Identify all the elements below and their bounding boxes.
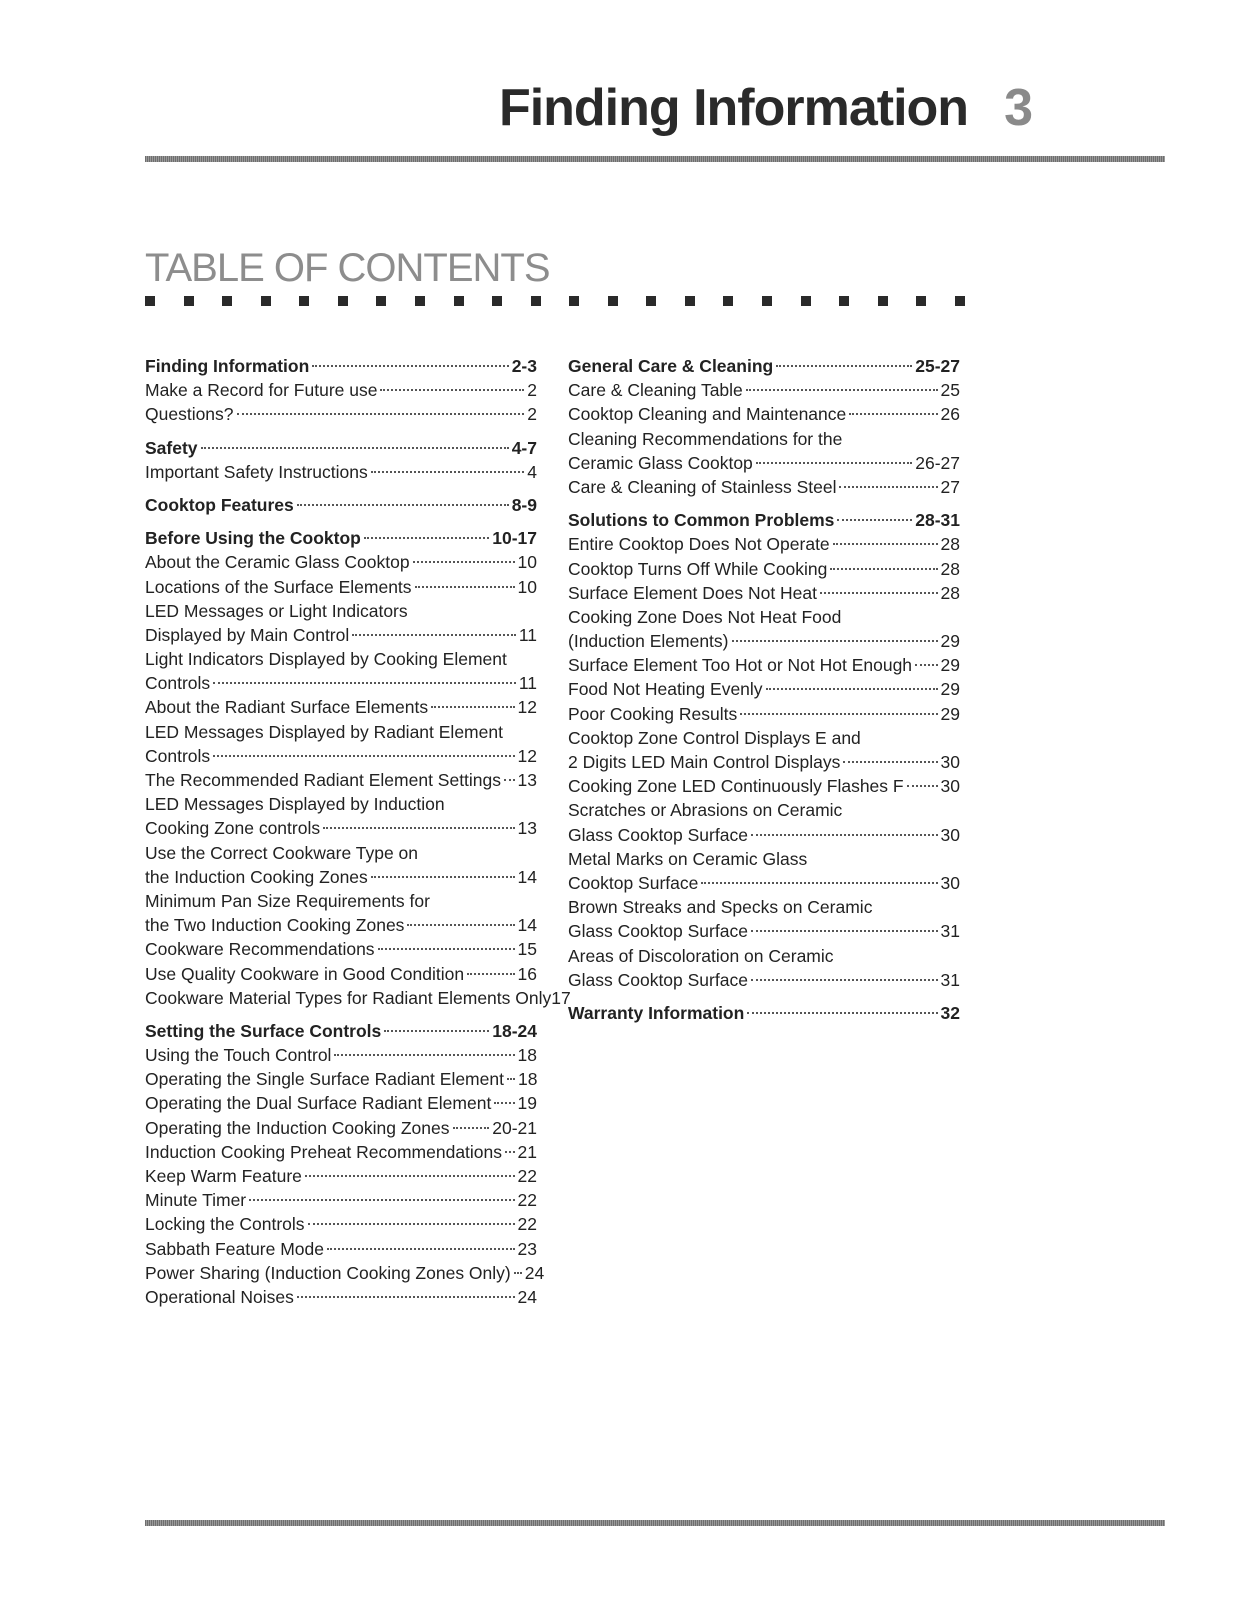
toc-entry-title: Make a Record for Future use <box>145 380 378 401</box>
toc-page-number: 8-9 <box>511 494 537 515</box>
page-number: 3 <box>1004 79 1032 137</box>
dot-leader <box>407 924 514 926</box>
dot-leader <box>467 973 514 975</box>
toc-entry[interactable] <box>145 378 537 402</box>
toc-entry-title: Light Indicators Displayed by Cooking Element <box>145 649 507 670</box>
dot-leader <box>297 1296 515 1298</box>
toc-entry-title: the Induction Cooking Zones <box>145 866 368 887</box>
square-bullet-icon <box>569 296 579 306</box>
toc-entry-title: Surface Element Does Not Heat <box>568 582 818 603</box>
dot-leader <box>352 634 516 636</box>
toc-entry[interactable] <box>568 726 960 750</box>
toc-entry-title: Safety <box>145 437 198 458</box>
toc-entry[interactable] <box>145 575 537 599</box>
square-bullet-icon <box>839 296 849 306</box>
toc-page-number: 29 <box>940 703 960 724</box>
toc-entry-title: Finding Information <box>145 356 310 376</box>
toc-page-number: 11 <box>518 624 537 645</box>
footer-rule <box>145 1520 1165 1526</box>
toc-entry-title: Cooktop Surface <box>568 872 699 893</box>
toc-entry[interactable] <box>568 871 960 895</box>
toc-page-number: 25-27 <box>915 356 960 376</box>
toc-entry-title: About the Radiant Surface Elements <box>145 697 429 718</box>
toc-entry-title: Cookware Recommendations <box>145 939 375 960</box>
toc-section-heading[interactable] <box>145 493 537 517</box>
dot-leader <box>701 882 937 884</box>
toc-entry[interactable] <box>568 677 960 701</box>
toc-entry-title: The Recommended Radiant Element Settings <box>145 770 502 790</box>
dot-leader <box>453 1127 490 1129</box>
toc-entry-title: Operating the Dual Surface Radiant Element <box>145 1093 492 1114</box>
dot-leader <box>201 447 509 449</box>
toc-entry[interactable] <box>568 402 960 426</box>
toc-entry[interactable] <box>145 913 537 937</box>
toc-entry[interactable] <box>145 647 537 671</box>
toc-entry-title: LED Messages Displayed by Induction <box>145 794 445 815</box>
toc-page-number: 19 <box>517 1093 537 1114</box>
toc-entry[interactable] <box>145 720 537 744</box>
toc-entry-title: Controls <box>145 745 211 766</box>
toc-entry[interactable] <box>568 378 960 402</box>
toc-entry-title: Metal Marks on Ceramic Glass <box>568 848 808 869</box>
dot-leader <box>907 785 938 787</box>
toc-entry-title: Important Safety Instructions <box>145 461 368 482</box>
toc-page-number: 14 <box>517 915 537 936</box>
toc-page-number: 10 <box>517 552 537 573</box>
toc-entry[interactable] <box>568 653 960 677</box>
header-rule <box>145 156 1165 162</box>
toc-section-heading[interactable] <box>568 354 960 378</box>
toc-page-number: 26-27 <box>915 452 960 473</box>
dot-leader <box>746 389 938 391</box>
square-bullet-icon <box>955 296 965 306</box>
toc-page-number: 30 <box>940 824 960 845</box>
dot-leader <box>297 504 509 506</box>
toc-entry-title: 2 Digits LED Main Control Displays <box>568 752 841 772</box>
toc-entry[interactable] <box>568 823 960 847</box>
toc-page-number: 28 <box>940 558 960 579</box>
page-header <box>0 78 1032 138</box>
dot-leader <box>380 389 524 391</box>
toc-entry[interactable] <box>145 865 537 889</box>
toc-entry-title: Use the Correct Cookware Type on <box>145 842 419 863</box>
dot-leader <box>494 1102 514 1104</box>
dot-leader <box>751 979 938 981</box>
toc-page-number: 24 <box>517 1286 537 1307</box>
toc-entry[interactable] <box>145 1285 537 1309</box>
toc-page-number: 4 <box>527 461 537 482</box>
toc-entry[interactable] <box>145 1261 545 1285</box>
toc-entry[interactable] <box>145 1188 537 1212</box>
toc-entry[interactable] <box>145 1043 537 1067</box>
toc-page-number: 31 <box>940 921 960 942</box>
square-bullet-icon <box>492 296 502 306</box>
toc-left-column <box>145 354 571 1309</box>
dot-leader <box>327 1248 515 1250</box>
toc-entry-title: Use Quality Cookware in Good Condition <box>145 963 465 984</box>
toc-title: TABLE OF CONTENTS <box>145 246 550 290</box>
dot-leader <box>237 413 525 415</box>
toc-page-number: 29 <box>940 631 960 652</box>
square-bullet-icon <box>261 296 271 306</box>
dot-leader <box>213 755 514 757</box>
toc-entry-title: Cooktop Features <box>145 494 294 515</box>
toc-entry[interactable] <box>568 605 960 629</box>
toc-entry[interactable] <box>145 841 537 865</box>
decorative-square-bullets <box>145 296 965 306</box>
dot-leader <box>334 1054 514 1056</box>
dot-leader <box>507 1078 515 1080</box>
toc-entry[interactable] <box>145 695 537 719</box>
square-bullet-icon <box>299 296 309 306</box>
toc-entry[interactable] <box>568 798 960 822</box>
dot-leader <box>415 586 515 588</box>
toc-entry-title: Locations of the Surface Elements <box>145 576 412 597</box>
toc-entry-title: Setting the Surface Controls <box>145 1020 382 1041</box>
dot-leader <box>776 365 912 367</box>
toc-entry-title: Cooking Zone controls <box>145 818 321 839</box>
toc-entry-title: Care & Cleaning of Stainless Steel <box>568 476 837 497</box>
toc-entry-title: Induction Cooking Preheat Recommendations <box>145 1141 503 1162</box>
toc-page-number: 2 <box>527 404 537 425</box>
square-bullet-icon <box>415 296 425 306</box>
toc-entry[interactable] <box>145 671 537 695</box>
dot-leader <box>504 779 515 781</box>
dot-leader <box>833 543 938 545</box>
toc-entry-title: Warranty Information <box>568 1002 745 1023</box>
square-bullet-icon <box>184 296 194 306</box>
toc-page-number: 16 <box>517 963 537 984</box>
toc-entry[interactable] <box>568 451 960 475</box>
dot-leader <box>756 462 912 464</box>
toc-entry[interactable] <box>568 557 960 581</box>
toc-page-number: 28 <box>940 582 960 603</box>
toc-page-number: 30 <box>940 776 960 797</box>
toc-entry[interactable] <box>145 1140 537 1164</box>
toc-page-number: 2-3 <box>511 356 537 376</box>
toc-entry[interactable] <box>145 792 537 816</box>
toc-entry-title: Ceramic Glass Cooktop <box>568 452 753 473</box>
toc-entry-title: Minute Timer <box>145 1190 247 1211</box>
toc-page-number: 31 <box>940 969 960 990</box>
toc-page-number: 18 <box>517 1069 538 1090</box>
toc-entry[interactable] <box>145 550 537 574</box>
square-bullet-icon <box>916 296 926 306</box>
toc-entry[interactable] <box>145 889 537 913</box>
toc-page-number: 20-21 <box>492 1117 537 1138</box>
dot-leader <box>751 930 938 932</box>
toc-entry[interactable] <box>568 427 960 451</box>
toc-entry-title: General Care & Cleaning <box>568 356 774 376</box>
toc-entry-title: LED Messages or Light Indicators <box>145 600 408 621</box>
toc-entry-title: Cooktop Cleaning and Maintenance <box>568 404 847 425</box>
toc-entry[interactable] <box>568 532 960 556</box>
dot-leader <box>839 486 937 488</box>
toc-page-number: 13 <box>517 818 537 839</box>
toc-entry-title: (Induction Elements) <box>568 631 729 652</box>
dot-leader <box>213 682 516 684</box>
toc-entry-title: Surface Element Too Hot or Not Hot Enough <box>568 655 913 676</box>
toc-entry[interactable] <box>145 1091 537 1115</box>
dot-leader <box>413 561 515 563</box>
toc-entry-title: Controls <box>145 673 211 694</box>
toc-entry[interactable] <box>568 581 960 605</box>
toc-entry-title: Cooking Zone Does Not Heat Food <box>568 606 842 627</box>
toc-page-number: 10 <box>517 576 537 597</box>
toc-page-number: 14 <box>517 866 537 887</box>
dot-leader <box>740 713 937 715</box>
dot-leader <box>820 592 938 594</box>
chapter-title: Finding Information <box>498 79 969 137</box>
square-bullet-icon <box>145 296 155 306</box>
toc-entry[interactable] <box>568 629 960 653</box>
toc-entry-title: Cooking Zone LED Continuously Flashes F <box>568 776 904 797</box>
toc-entry-title: Questions? <box>145 404 234 425</box>
toc-entry-title: Before Using the Cooktop <box>145 528 361 549</box>
toc-entry[interactable] <box>568 919 960 943</box>
toc-entry[interactable] <box>145 962 537 986</box>
toc-page-number: 25 <box>940 380 960 401</box>
toc-entry[interactable] <box>568 847 960 871</box>
toc-entry-title: Cooktop Zone Control Displays E and <box>568 727 861 748</box>
toc-entry[interactable] <box>145 744 537 768</box>
square-bullet-icon <box>801 296 811 306</box>
toc-entry-title: Displayed by Main Control <box>145 624 350 645</box>
toc-entry-title: Glass Cooktop Surface <box>568 921 748 942</box>
dot-leader <box>378 948 515 950</box>
toc-entry-title: Sabbath Feature Mode <box>145 1238 325 1259</box>
toc-entry-title: Operating the Single Surface Radiant Element <box>145 1069 504 1090</box>
toc-entry-title: Locking the Controls <box>145 1214 305 1235</box>
toc-entry-title: Cookware Material Types for Radiant Elements Only <box>145 987 552 1008</box>
toc-entry[interactable] <box>145 599 537 623</box>
toc-page-number: 4-7 <box>511 437 537 458</box>
toc-entry[interactable] <box>145 937 537 961</box>
toc-page-number: 11 <box>518 673 537 694</box>
toc-page-number: 22 <box>517 1190 537 1211</box>
square-bullet-icon <box>376 296 386 306</box>
toc-page-number: 28-31 <box>915 510 960 531</box>
dot-leader <box>732 640 938 642</box>
toc-page-number: 29 <box>940 679 960 700</box>
toc-page-number: 2 <box>527 380 537 401</box>
toc-entry-title: Minimum Pan Size Requirements for <box>145 890 430 911</box>
dot-leader <box>830 568 937 570</box>
dot-leader <box>843 761 937 763</box>
toc-entry[interactable] <box>568 750 960 774</box>
toc-section-heading[interactable] <box>145 354 537 378</box>
toc-page-number: 29 <box>940 655 960 676</box>
toc-entry[interactable] <box>568 895 960 919</box>
toc-entry[interactable] <box>568 968 960 992</box>
square-bullet-icon <box>685 296 695 306</box>
toc-entry-title: Operational Noises <box>145 1286 294 1307</box>
toc-page-number: 18-24 <box>492 1020 537 1041</box>
dot-leader <box>849 413 937 415</box>
toc-entry-title: Scratches or Abrasions on Ceramic <box>568 800 843 821</box>
toc-page-number: 32 <box>940 1002 960 1023</box>
square-bullet-icon <box>338 296 348 306</box>
dot-leader <box>431 706 514 708</box>
square-bullet-icon <box>222 296 232 306</box>
toc-page-number: 10-17 <box>492 528 537 549</box>
dot-leader <box>384 1030 489 1032</box>
toc-entry-title: Cleaning Recommendations for the <box>568 428 843 449</box>
dot-leader <box>371 471 525 473</box>
toc-entry-title: Operating the Induction Cooking Zones <box>145 1117 450 1138</box>
toc-page-number: 24 <box>524 1262 545 1283</box>
toc-entry-title: Poor Cooking Results <box>568 703 738 724</box>
toc-right-column <box>568 354 960 1025</box>
dot-leader <box>323 827 514 829</box>
toc-entry-title: Solutions to Common Problems <box>568 510 835 531</box>
square-bullet-icon <box>608 296 618 306</box>
toc-section-heading[interactable] <box>568 508 960 532</box>
toc-entry[interactable] <box>145 768 537 792</box>
toc-section-heading[interactable] <box>145 436 537 460</box>
toc-page-number: 12 <box>517 697 537 718</box>
square-bullet-icon <box>762 296 772 306</box>
toc-page-number: 13 <box>517 770 537 790</box>
toc-entry[interactable] <box>145 1212 537 1236</box>
toc-entry-title: Using the Touch Control <box>145 1045 332 1066</box>
dot-leader <box>249 1199 514 1201</box>
toc-entry-title: Power Sharing (Induction Cooking Zones Only) <box>145 1262 511 1283</box>
toc-page-number: 28 <box>940 534 960 555</box>
toc-entry-title: Brown Streaks and Specks on Ceramic <box>568 897 873 918</box>
toc-page-number: 22 <box>517 1214 537 1235</box>
toc-entry[interactable] <box>145 986 571 1010</box>
toc-entry-title: Cooktop Turns Off While Cooking <box>568 558 828 579</box>
square-bullet-icon <box>646 296 656 306</box>
toc-page-number: 30 <box>940 872 960 893</box>
dot-leader <box>837 519 912 521</box>
dot-leader <box>915 664 937 666</box>
square-bullet-icon <box>531 296 541 306</box>
toc-entry-title: Glass Cooktop Surface <box>568 969 748 990</box>
toc-page-number: 22 <box>517 1166 537 1186</box>
toc-entry-title: Care & Cleaning Table <box>568 380 743 401</box>
toc-entry-title: the Two Induction Cooking Zones <box>145 915 405 936</box>
dot-leader <box>371 876 515 878</box>
toc-entry[interactable] <box>568 702 960 726</box>
toc-entry-title: Keep Warm Feature <box>145 1166 302 1186</box>
toc-page-number: 26 <box>940 404 960 425</box>
toc-page-number: 21 <box>517 1141 537 1162</box>
toc-page-number: 17 <box>551 987 571 1008</box>
toc-section-heading[interactable] <box>145 1019 537 1043</box>
toc-page-number: 18 <box>517 1045 537 1066</box>
square-bullet-icon <box>878 296 888 306</box>
toc-page-number: 15 <box>517 939 537 960</box>
dot-leader <box>505 1151 515 1153</box>
toc-section-heading[interactable] <box>568 1001 960 1025</box>
toc-page-number: 12 <box>517 745 537 766</box>
toc-entry[interactable] <box>145 1116 537 1140</box>
toc-entry[interactable] <box>145 1164 537 1188</box>
toc-entry[interactable] <box>568 475 960 499</box>
toc-section-heading[interactable] <box>145 526 537 550</box>
toc-entry[interactable] <box>145 1067 537 1091</box>
toc-page-number: 30 <box>940 752 960 772</box>
toc-entry-title: LED Messages Displayed by Radiant Element <box>145 721 503 742</box>
toc-entry-title: Glass Cooktop Surface <box>568 824 748 845</box>
dot-leader <box>312 365 508 367</box>
dot-leader <box>364 537 489 539</box>
toc-entry[interactable] <box>568 774 960 798</box>
dot-leader <box>766 688 938 690</box>
toc-entry[interactable] <box>145 402 537 426</box>
toc-entry-title: Areas of Discoloration on Ceramic <box>568 945 834 966</box>
dot-leader <box>308 1223 515 1225</box>
dot-leader <box>747 1012 937 1014</box>
dot-leader <box>514 1272 522 1274</box>
toc-page-number: 27 <box>940 476 960 497</box>
toc-entry-title: About the Ceramic Glass Cooktop <box>145 552 410 573</box>
toc-entry-title: Entire Cooktop Does Not Operate <box>568 534 830 555</box>
toc-entry[interactable] <box>145 623 537 647</box>
dot-leader <box>305 1175 515 1177</box>
toc-entry-title: Food Not Heating Evenly <box>568 679 763 700</box>
toc-entry[interactable] <box>145 460 537 484</box>
square-bullet-icon <box>723 296 733 306</box>
toc-entry[interactable] <box>568 944 960 968</box>
dot-leader <box>751 834 938 836</box>
toc-entry[interactable] <box>145 1237 537 1261</box>
toc-entry[interactable] <box>145 816 537 840</box>
square-bullet-icon <box>454 296 464 306</box>
toc-page-number: 23 <box>517 1238 537 1259</box>
